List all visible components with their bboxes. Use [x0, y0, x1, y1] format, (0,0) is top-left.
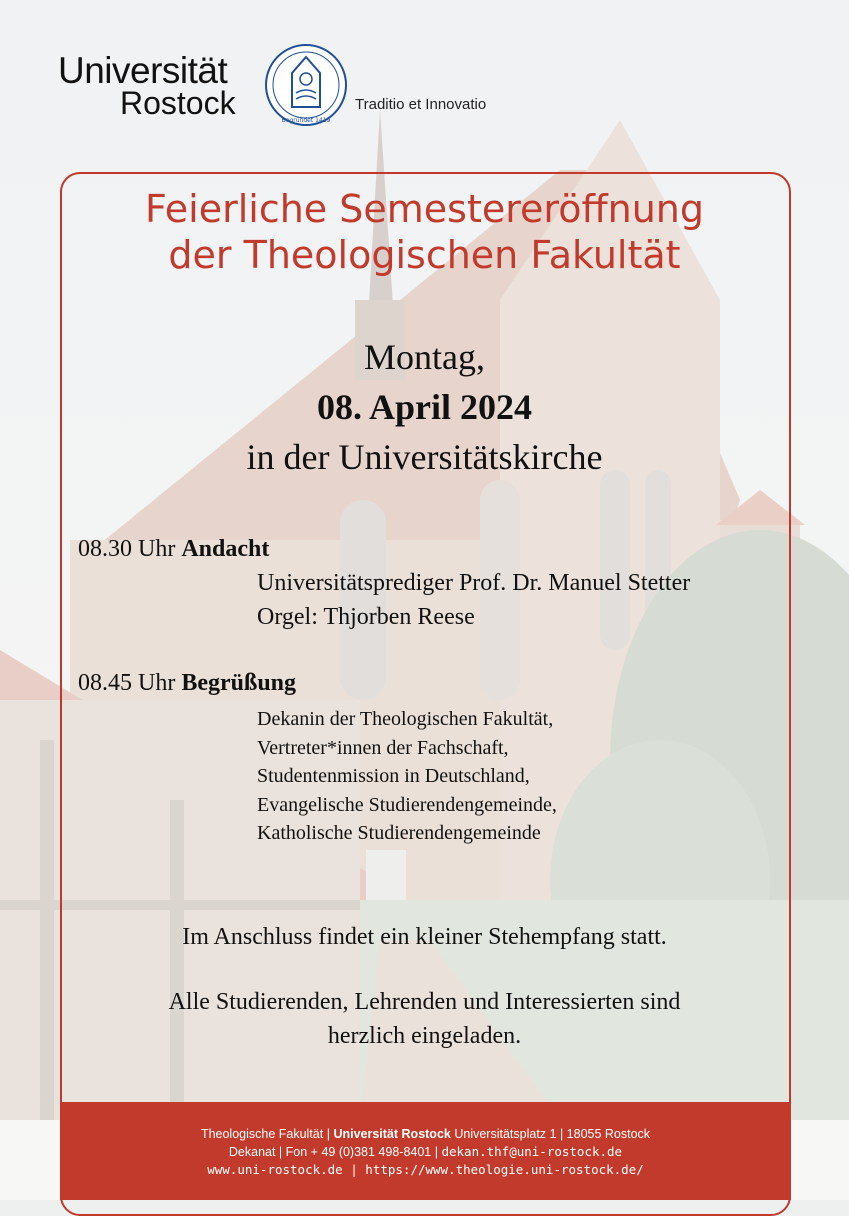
- invitation-note: [0, 985, 849, 1053]
- footer-university: Universität Rostock: [333, 1127, 451, 1141]
- footer-separator: |: [326, 1127, 330, 1141]
- footer-bar: [60, 1102, 791, 1200]
- footer-separator: |: [350, 1162, 358, 1177]
- detail-line: Orgel: Thjorben Reese: [257, 604, 475, 630]
- footer-line1: [60, 1126, 791, 1143]
- date-block: [0, 332, 849, 482]
- detail-line: Universitätsprediger Prof. Dr. Manuel Stetter: [257, 570, 691, 596]
- reception-note: Im Anschluss findet ein kleiner Stehempfang statt.: [182, 924, 667, 950]
- event-title: [0, 186, 849, 278]
- program-details-andacht: [257, 566, 690, 634]
- program-time: 08.45 Uhr: [78, 670, 176, 696]
- footer-line3: [60, 1161, 791, 1178]
- invitation-line1: Alle Studierenden, Lehrenden und Interessierten sind: [168, 989, 681, 1015]
- program-name: Andacht: [181, 536, 270, 562]
- program-details-begruessung: [257, 705, 557, 848]
- detail-line: Vertreter*innen der Fachschaft,: [257, 736, 509, 759]
- program-item-andacht: [78, 536, 269, 563]
- title-line1: Feierliche Semestereröffnung: [145, 187, 704, 231]
- detail-line: Dekanin der Theologischen Fakultät,: [257, 708, 554, 730]
- seal-text: Begründet 1419: [281, 117, 331, 124]
- title-line2: der Theologischen Fakultät: [168, 233, 681, 277]
- program-name: Begrüßung: [181, 670, 297, 696]
- footer-address: Universitätsplatz 1 | 18055 Rostock: [454, 1127, 651, 1141]
- weekday: Montag,: [364, 337, 485, 377]
- footer-line2: [60, 1143, 791, 1161]
- logo-text-line1: Universität: [58, 50, 228, 91]
- detail-line: Katholische Studierendengemeinde: [257, 822, 541, 844]
- university-seal-icon: [264, 43, 348, 127]
- footer-web-link-1[interactable]: www.uni-rostock.de: [207, 1162, 343, 1177]
- university-logo: [58, 52, 236, 119]
- logo-text-line2: Rostock: [120, 85, 236, 121]
- footer-web-link-2[interactable]: https://www.theologie.uni-rostock.de/: [365, 1162, 644, 1177]
- event-place: in der Universitätskirche: [246, 437, 603, 477]
- motto: Traditio et Innovatio: [355, 96, 487, 113]
- invitation-line2: herzlich eingeladen.: [327, 1023, 522, 1049]
- footer-office: Dekanat | Fon + 49 (0)381 498-8401 |: [228, 1145, 438, 1159]
- program-time: 08.30 Uhr: [78, 536, 176, 562]
- program-item-begruessung: [78, 670, 296, 697]
- event-date: 08. April 2024: [316, 387, 532, 427]
- footer-email-link[interactable]: dekan.thf@uni-rostock.de: [441, 1144, 623, 1159]
- detail-line: Evangelische Studierendengemeinde,: [257, 793, 557, 816]
- detail-line: Studentenmission in Deutschland,: [257, 765, 530, 787]
- footer-faculty: Theologische Fakultät: [200, 1127, 324, 1141]
